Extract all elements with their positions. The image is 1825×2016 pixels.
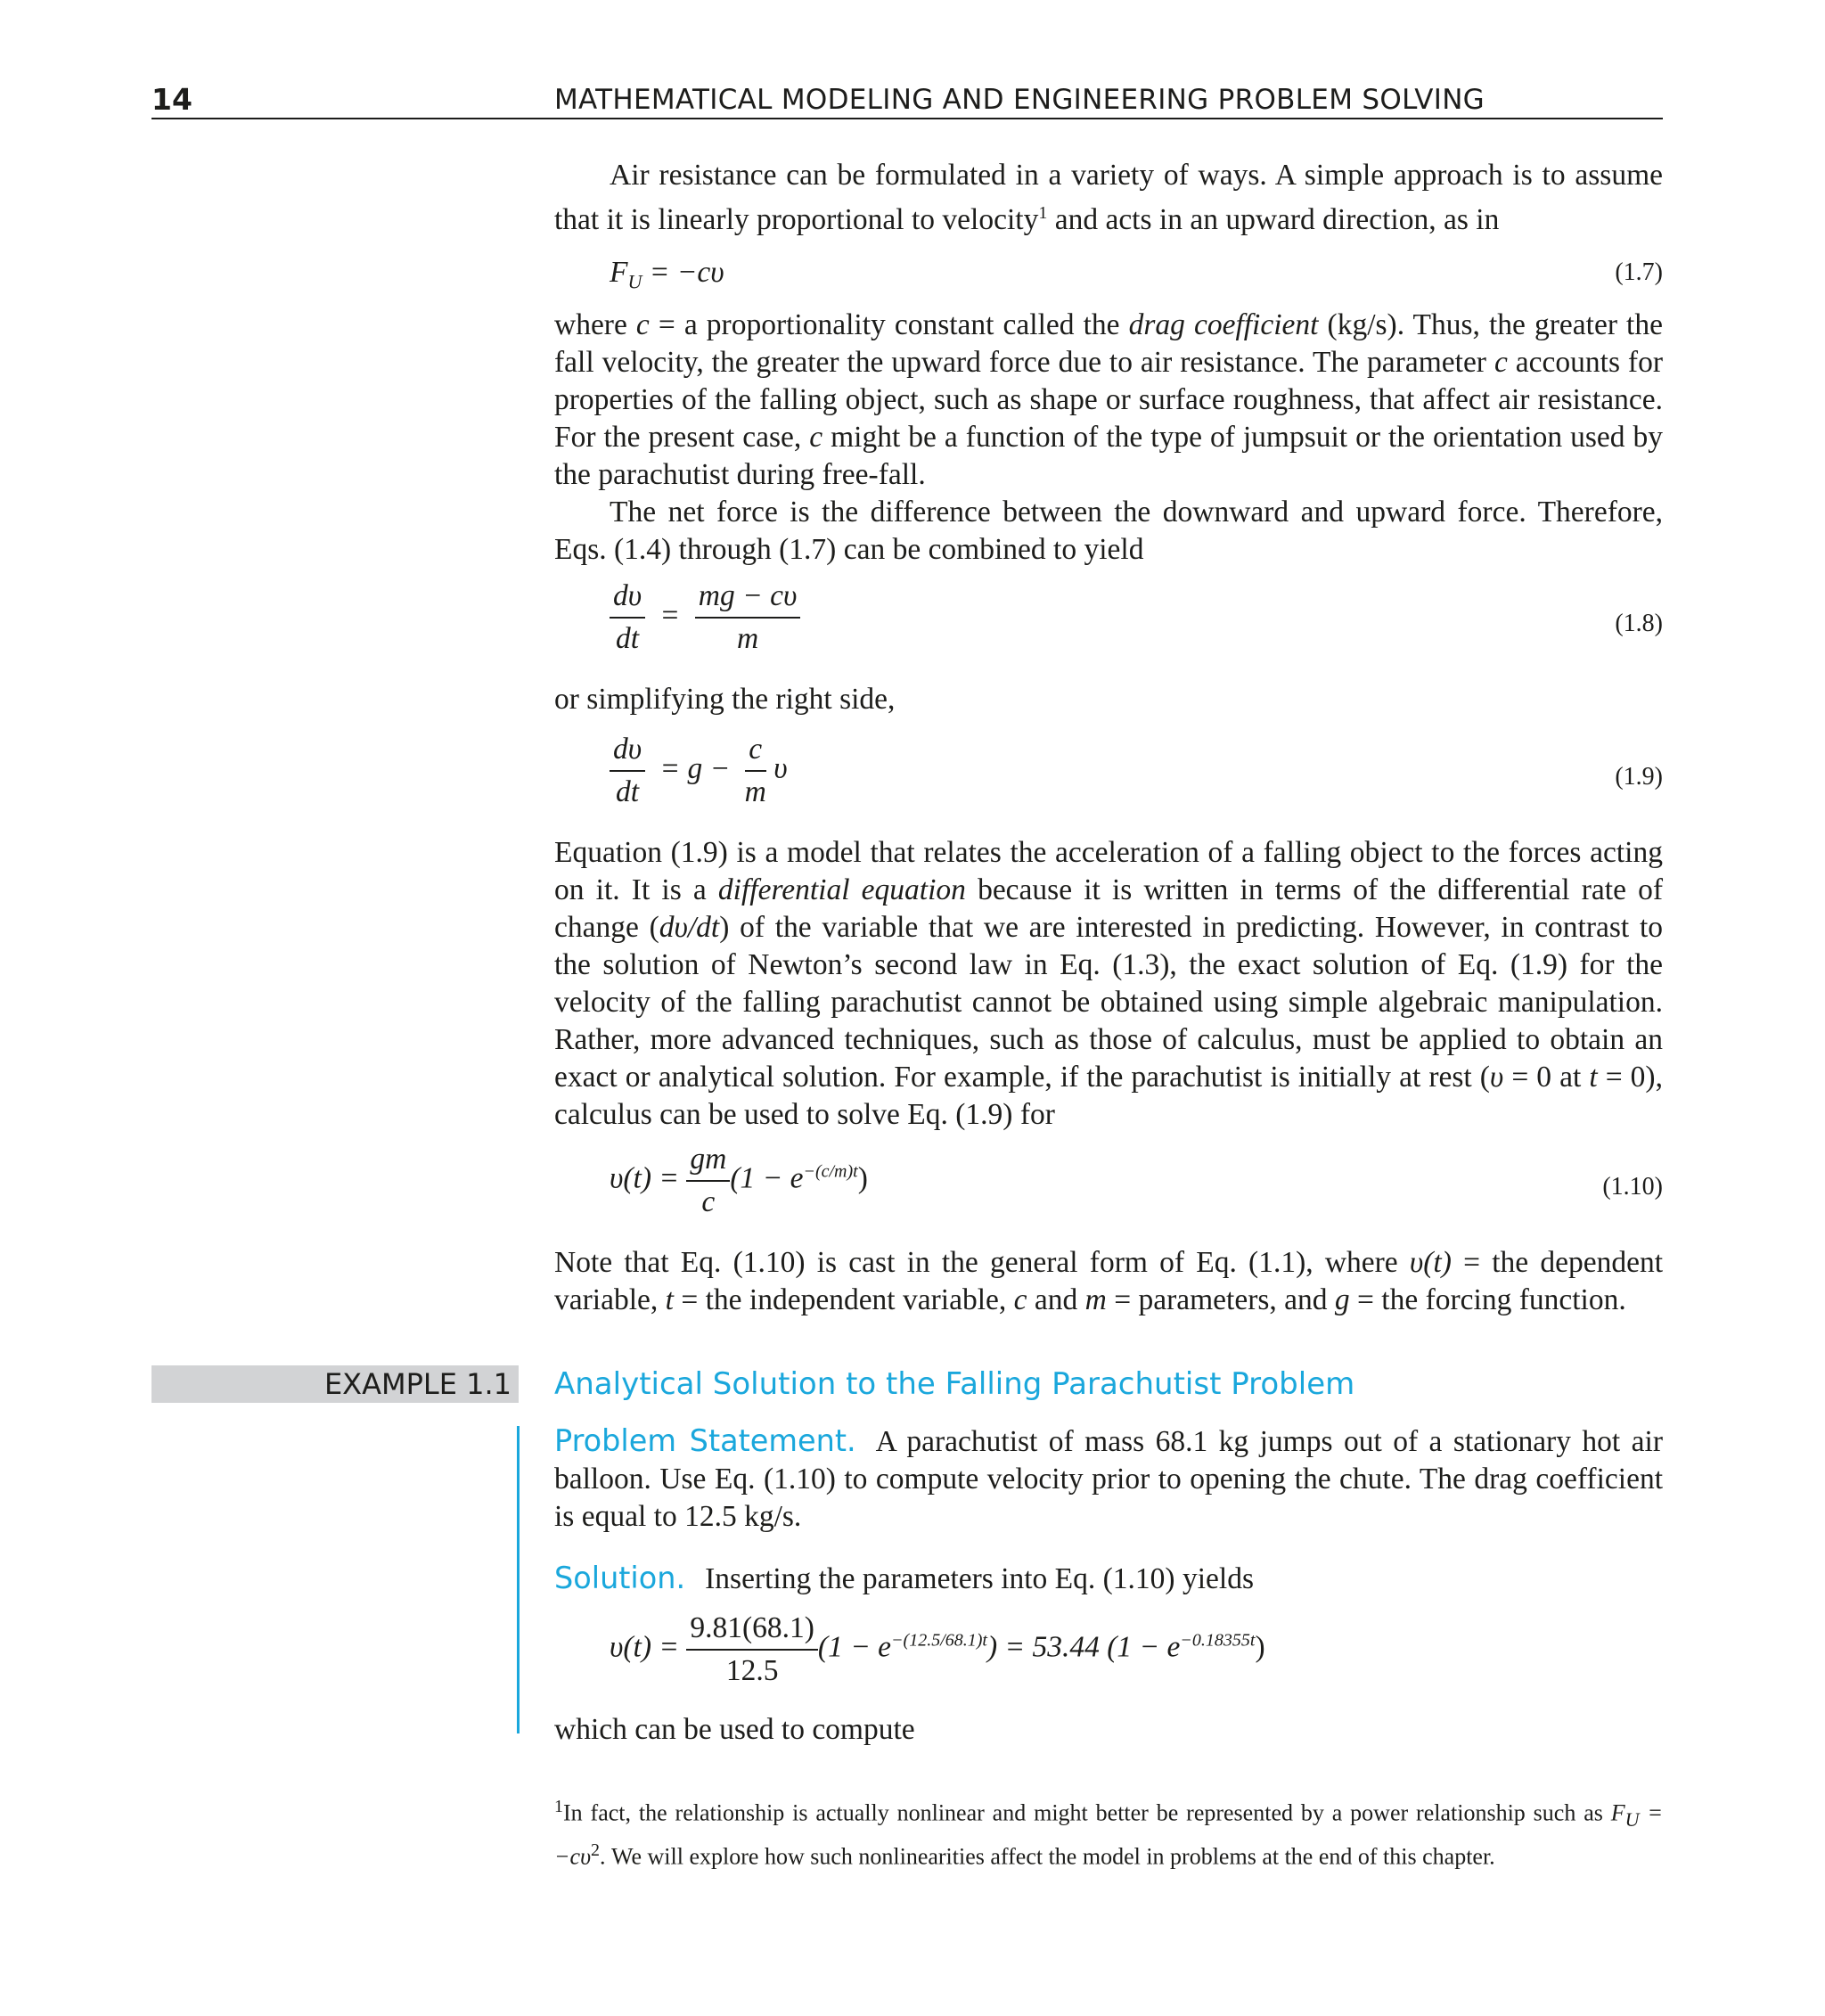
equation-number: (1.8) xyxy=(1615,610,1663,637)
solution: Solution. Inserting the parameters into Eq. (1.10) yields xyxy=(554,1561,1254,1595)
example-title: Analytical Solution to the Falling Parachutist Problem xyxy=(554,1366,1355,1402)
problem-statement-label: Problem Statement. xyxy=(554,1423,856,1458)
equation-1-8: $\frac{d\upsilon}{dt}$ = $\frac{mg - c\upsilon}{m}$ (1.8) xyxy=(554,581,1663,670)
equation-1-7: $F_U = -c\upsilon$ (1.7) xyxy=(554,253,1663,292)
paragraph-differential-equation: Equation (1.9) is a model that relates the acceleration of a falling object to the forces acting on it. It is a differential equation because it is written in terms of the differential rate of change (dυ/dt) of the variable that we are interested in predicting. However, in contrast to the solution of Newton’s second law in Eq. (1.3), the exact solution of Eq. (1.9) for the velocity of the falling parachutist cannot be obtained using simple algebraic manipulation. Rather, more advanced techniques, such as those of calculus, must be applied to obtain an exact or analytical solution. For example, if the parachutist is initially at rest (υ = 0 at t = 0), calculus can be used to solve Eq. (1.9) for xyxy=(554,836,1664,1131)
paragraph-drag-coefficient: where c = a proportionality constant called the drag coefficient (kg/s). Thus, the greater the fall velocity, the greater the upward force due to air resistance. The parameter c accounts for properties of the falling object, such as shape or surface roughness, that affect air resistance. For the present case, c might be a function of the type of jumpsuit or the orientation used by the parachutist during free-fall. The net force is the difference between the downward and upward force. Therefore, Eqs. (1.4) through (1.7) can be combined to yield xyxy=(554,307,1663,569)
solution-label: Solution. xyxy=(554,1561,686,1595)
paragraph-general-form: Note that Eq. (1.10) is cast in the general form of Eq. (1.1), where υ(t) = the dependent variable, t = the independent variable, c and m = parameters, and g = the forcing function. xyxy=(554,1246,1664,1316)
paragraph-air-resistance: Air resistance can be formulated in a variety of ways. A simple approach is to assume that it is linearly proportional to velocity$^1$ and acts in an upward direction, as in xyxy=(554,159,1663,237)
footnote-ref: 1 xyxy=(1038,203,1048,223)
example-label: EXAMPLE 1.1 xyxy=(323,1367,511,1401)
paragraph-simplifying: or simplifying the right side, xyxy=(554,683,896,716)
paragraph-net-force: The net force is the difference between the downward and upward force. Therefore, Eqs. (1.4) through (1.7) can be combined to yield xyxy=(554,496,1663,566)
equation-number: (1.9) xyxy=(1615,763,1663,791)
problem-statement: Problem Statement. A parachutist of mass 68.1 kg jumps out of a stationary hot air balloon. Use Eq. (1.10) to compute velocity prior to opening the chute. The drag coefficient is equal to 12.5 kg/s. xyxy=(554,1423,1663,1533)
example-side-rule xyxy=(517,1426,520,1733)
page-number: 14 xyxy=(151,82,192,117)
header-rule xyxy=(151,118,1663,119)
running-title: MATHEMATICAL MODELING AND ENGINEERING PROBLEM SOLVING xyxy=(554,84,1485,116)
equation-number: (1.10) xyxy=(1602,1173,1663,1201)
equation-1-9: $\frac{d\upsilon}{dt}$ = g − $\frac{c}{m}$ υ (1.9) xyxy=(554,734,1663,824)
example-equation: υ(t) = $\frac{9.81(68.1)}{12.5}$ $(1 - e^{-(12.5/68.1)t}) = 53.44$ $(1 - e^{-0.18355t})$ xyxy=(610,1611,1265,1687)
term-drag-coefficient: drag coefficient xyxy=(1128,308,1319,341)
term-differential-equation: differential equation xyxy=(717,873,966,906)
equation-number: (1.7) xyxy=(1615,258,1663,286)
equation-1-10: υ(t) = $\frac{gm}{c}$ $(1 - e^{-(c/m)t})$ (1.10) xyxy=(610,1143,1663,1218)
paragraph-which-can: which can be used to compute xyxy=(554,1713,915,1746)
footnote: $^1$In fact, the relationship is actually nonlinear and might better be represented by a power relationship such as $F_U = -c\upsilon^2$. We will explore how such nonlinearities affect the model in problems at the end of this chapter. xyxy=(554,1797,1663,1870)
